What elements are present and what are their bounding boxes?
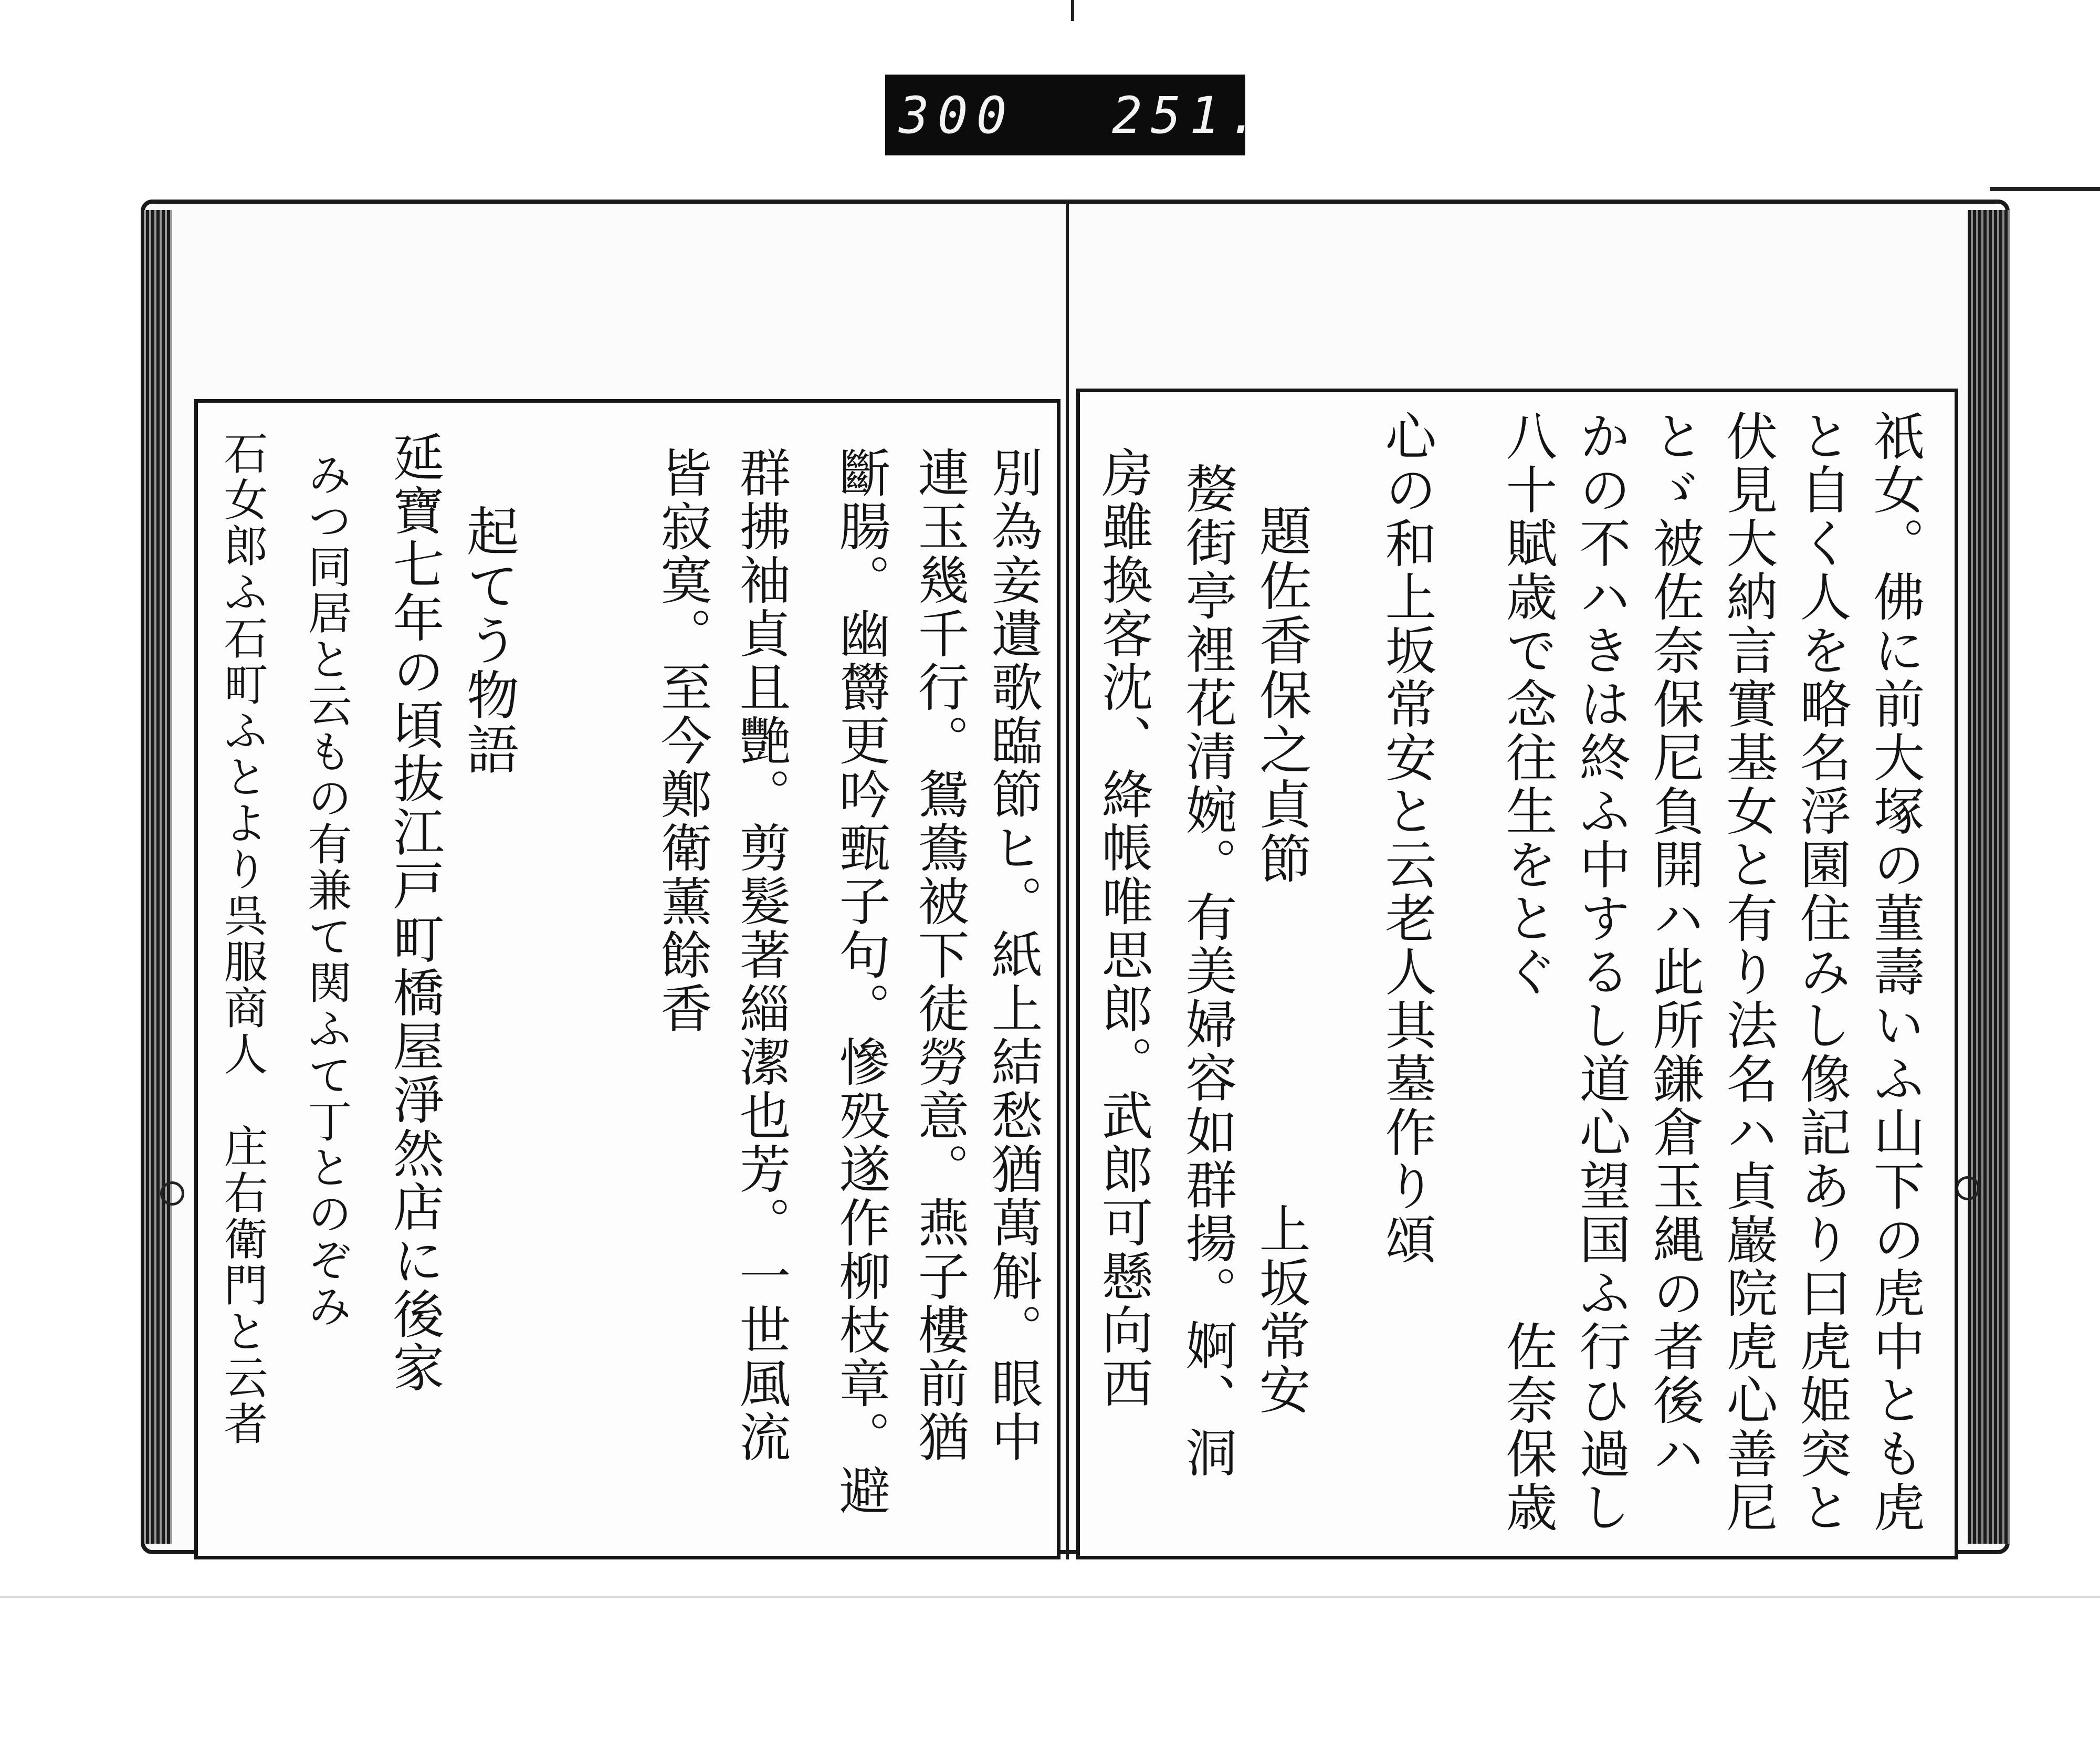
- story-line: 石女郎ふ石町ふとより呉服商人 庄右衛門と云者: [217, 431, 268, 1447]
- story-title: 起てう物語: [458, 504, 519, 777]
- catalog-number-right: 251.: [1112, 86, 1267, 145]
- book-gutter: [1066, 200, 1069, 1559]
- text-column: 八十賦歳で念往生をとぐ 佐奈保歳: [1497, 410, 1557, 1534]
- binding-hole-icon: [1956, 1176, 1980, 1200]
- catalog-number-left: 300: [899, 86, 1015, 145]
- text-column: 心の和上坂常安と云老人其墓作り頌: [1377, 410, 1436, 1266]
- binding-hole-icon: [160, 1181, 184, 1206]
- right-page-edge: [1968, 210, 2010, 1544]
- story-line: 延寶七年の頃抜江戸町橋屋淨然店に後家: [384, 431, 444, 1395]
- poem-line: 斷腸。幽欝更吟甄子句。慘殁遂作柳枝章。避: [831, 446, 890, 1517]
- poem-line: 房雖換客沈、絳帳唯思郎。武郎可懸向西: [1093, 446, 1153, 1410]
- poem-line: 皆寂寞。至今鄭衛薰餘香: [652, 446, 712, 1035]
- text-column: とゞ被佐奈保尼負開ハ此所鎌倉玉縄の者後ハ: [1644, 410, 1704, 1481]
- poem-line: 連玉幾千行。鴛鴦被下徒勞意。燕子樓前猶: [909, 446, 969, 1464]
- story-line: みつ同居と云もの有兼て関ふて丁とのぞみ: [301, 452, 352, 1329]
- poem-line: 群拂袖貞且艷。剪髮著緇潔也芳。一世風流: [731, 446, 791, 1464]
- text-column: と自く人を略名浮園住みし像記あり曰虎姫突と: [1791, 410, 1851, 1534]
- poem-title: 題佐香保之貞節: [1251, 504, 1312, 886]
- text-column: 伏見大納言實基女と有り法名ハ貞巖院虎心善尼: [1718, 410, 1778, 1534]
- scan-bottom-line: [0, 1596, 2100, 1598]
- poem-line: 嫠街亭裡花清婉。有美婦容如群揚。婀、洞: [1177, 462, 1237, 1480]
- text-column: かの不ハきは終ふ中するし道心望国ふ行ひ過し: [1571, 410, 1631, 1534]
- scan-edge-line: [1990, 187, 2100, 191]
- text-column: 祇女。佛に前大塚の菫壽いふ山下の虎中とも虎: [1865, 410, 1925, 1534]
- left-page-edge: [141, 210, 172, 1544]
- catalog-number-label: [885, 75, 1267, 155]
- poem-author: 上坂常安: [1251, 1202, 1310, 1417]
- crop-mark: [1071, 0, 1074, 21]
- poem-line: 別為妾遺歌臨節ヒ。紙上結愁猶萬斛。眼中: [983, 446, 1043, 1464]
